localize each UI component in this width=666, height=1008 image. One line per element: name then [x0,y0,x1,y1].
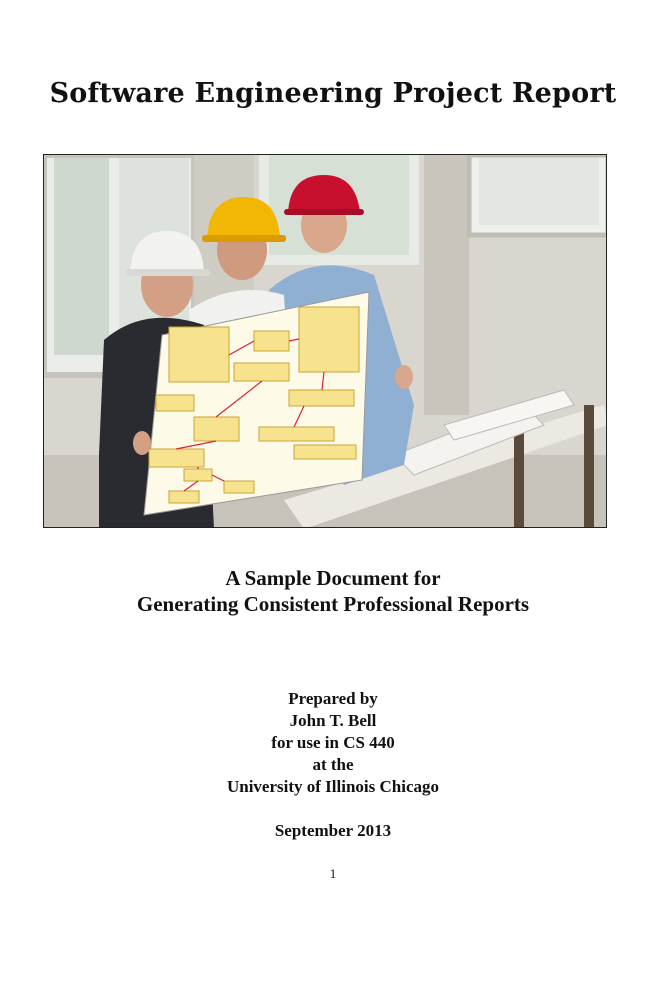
subtitle-line-2: Generating Consistent Professional Reports [136,592,530,616]
window-right [469,155,607,235]
course-line: for use in CS 440 [271,733,395,752]
subtitle-line-1: A Sample Document for [225,566,441,590]
document-subtitle [0,565,666,617]
prepared-by-block [0,688,666,798]
cover-photo [43,154,607,528]
page-number: 1 [329,866,337,881]
prepared-by-label: Prepared by [288,689,378,708]
institution-name: University of Illinois Chicago [226,777,440,796]
author-name: John T. Bell [289,711,377,730]
page-title: Software Engineering Project Report [49,78,617,109]
publication-date: September 2013 [274,821,392,840]
at-the-line: at the [312,755,354,774]
